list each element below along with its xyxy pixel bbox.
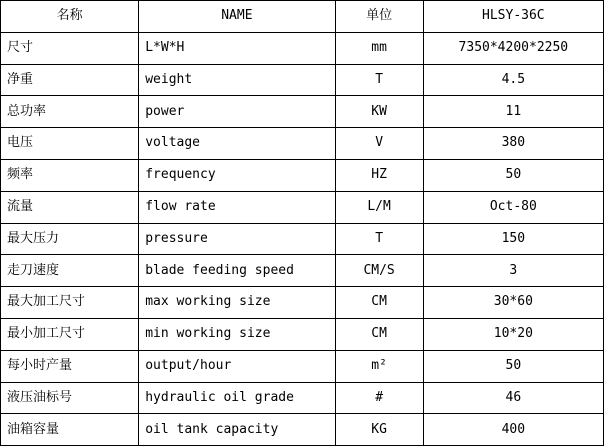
table-row bbox=[1, 318, 604, 350]
table-row bbox=[1, 287, 604, 319]
table-row bbox=[1, 64, 604, 96]
row-unit: T bbox=[335, 223, 423, 255]
row-unit: # bbox=[335, 382, 423, 414]
table-row bbox=[1, 96, 604, 128]
row-unit: KW bbox=[335, 96, 423, 128]
table-row bbox=[1, 414, 604, 446]
row-name-en: weight bbox=[139, 64, 335, 96]
row-value: Oct-80 bbox=[423, 191, 603, 223]
row-value: 10*20 bbox=[423, 318, 603, 350]
row-name-en: blade feeding speed bbox=[139, 255, 335, 287]
row-name-en: flow rate bbox=[139, 191, 335, 223]
table-row bbox=[1, 32, 604, 64]
row-name-cn: 尺寸 bbox=[1, 32, 139, 64]
column-header-model: HLSY-36C bbox=[423, 1, 603, 33]
row-value: 400 bbox=[423, 414, 603, 446]
row-value: 380 bbox=[423, 128, 603, 160]
row-unit: V bbox=[335, 128, 423, 160]
row-name-cn: 走刀速度 bbox=[1, 255, 139, 287]
row-value: 50 bbox=[423, 350, 603, 382]
row-name-en: hydraulic oil grade bbox=[139, 382, 335, 414]
row-name-cn: 最大压力 bbox=[1, 223, 139, 255]
column-header-name-en: NAME bbox=[139, 1, 335, 33]
row-value: 46 bbox=[423, 382, 603, 414]
row-name-cn: 频率 bbox=[1, 159, 139, 191]
row-unit: KG bbox=[335, 414, 423, 446]
table-row bbox=[1, 191, 604, 223]
row-name-cn: 每小时产量 bbox=[1, 350, 139, 382]
row-name-en: max working size bbox=[139, 287, 335, 319]
row-value: 150 bbox=[423, 223, 603, 255]
row-name-en: power bbox=[139, 96, 335, 128]
row-value: 50 bbox=[423, 159, 603, 191]
row-name-cn: 油箱容量 bbox=[1, 414, 139, 446]
row-value: 30*60 bbox=[423, 287, 603, 319]
row-name-en: min working size bbox=[139, 318, 335, 350]
row-name-en: oil tank capacity bbox=[139, 414, 335, 446]
row-value: 4.5 bbox=[423, 64, 603, 96]
row-value: 11 bbox=[423, 96, 603, 128]
row-value: 7350*4200*2250 bbox=[423, 32, 603, 64]
column-header-name-cn: 名称 bbox=[1, 1, 139, 33]
table-header-row bbox=[1, 1, 604, 33]
row-name-en: pressure bbox=[139, 223, 335, 255]
row-unit: L/M bbox=[335, 191, 423, 223]
row-unit: m² bbox=[335, 350, 423, 382]
row-unit: T bbox=[335, 64, 423, 96]
row-name-cn: 液压油标号 bbox=[1, 382, 139, 414]
table-row bbox=[1, 350, 604, 382]
table-row bbox=[1, 255, 604, 287]
row-name-cn: 净重 bbox=[1, 64, 139, 96]
row-unit: CM bbox=[335, 318, 423, 350]
row-unit: mm bbox=[335, 32, 423, 64]
table-row bbox=[1, 159, 604, 191]
row-name-cn: 最小加工尺寸 bbox=[1, 318, 139, 350]
row-unit: HZ bbox=[335, 159, 423, 191]
row-name-en: frequency bbox=[139, 159, 335, 191]
table-row bbox=[1, 223, 604, 255]
row-unit: CM/S bbox=[335, 255, 423, 287]
row-name-cn: 总功率 bbox=[1, 96, 139, 128]
row-unit: CM bbox=[335, 287, 423, 319]
row-name-cn: 电压 bbox=[1, 128, 139, 160]
table-row bbox=[1, 128, 604, 160]
row-name-en: L*W*H bbox=[139, 32, 335, 64]
row-name-cn: 流量 bbox=[1, 191, 139, 223]
row-name-en: output/hour bbox=[139, 350, 335, 382]
row-name-cn: 最大加工尺寸 bbox=[1, 287, 139, 319]
row-value: 3 bbox=[423, 255, 603, 287]
column-header-unit: 单位 bbox=[335, 1, 423, 33]
table-row bbox=[1, 382, 604, 414]
row-name-en: voltage bbox=[139, 128, 335, 160]
